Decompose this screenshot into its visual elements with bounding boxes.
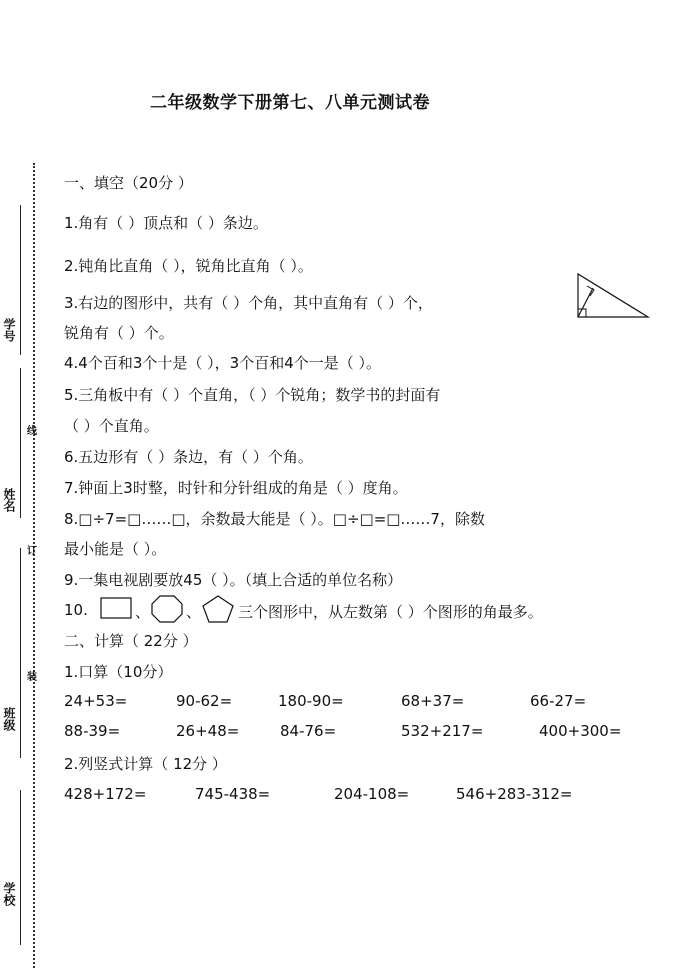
mental-calc-item: 84-76= — [280, 722, 337, 740]
question-10-separator-2: 、 — [186, 603, 202, 621]
mental-calc-item: 68+37= — [401, 692, 465, 710]
page-title: 二年级数学下册第七、八单元测试卷 — [150, 93, 430, 113]
mental-calc-item: 26+48= — [176, 722, 240, 740]
question-10-text: 三个图形中，从左数第（ ）个图形的角最多。 — [238, 603, 543, 621]
student-number-line — [20, 205, 21, 355]
mental-calc-item: 532+217= — [401, 722, 484, 740]
question-10-separator-1: 、 — [135, 603, 151, 621]
question-10-number: 10. — [64, 601, 88, 619]
name-label: 姓名 — [2, 488, 16, 512]
binding-char-order: 订 — [27, 546, 37, 557]
class-line — [20, 548, 21, 758]
mental-calc-item: 90-62= — [176, 692, 233, 710]
vertical-calc-item: 204-108= — [334, 785, 410, 803]
binding-char-bind: 装 — [27, 672, 37, 683]
square-shape — [100, 596, 134, 622]
name-line — [20, 368, 21, 518]
question-8-line-1: 8.□÷7=□……□，余数最大能是（ ）。□÷□=□……7，除数 — [64, 510, 485, 528]
mental-calc-item: 66-27= — [530, 692, 587, 710]
question-1: 1.角有（ ）顶点和（ ）条边。 — [64, 214, 268, 232]
question-5-line-2: （ ）个直角。 — [64, 417, 159, 435]
question-3-line-1: 3.右边的图形中，共有（ ）个角，其中直角有（ ）个， — [64, 294, 433, 312]
question-8-line-2: 最小能是（ ）。 — [64, 540, 167, 558]
question-3-line-2: 锐角有（ ）个。 — [64, 324, 174, 342]
vertical-calc-item: 745-438= — [195, 785, 271, 803]
octagon-shape — [150, 594, 184, 624]
mental-calc-item: 88-39= — [64, 722, 121, 740]
school-label: 学校 — [2, 882, 16, 906]
pentagon-shape — [201, 594, 235, 624]
vertical-calc-title: 2.列竖式计算（ 12分 ） — [64, 755, 227, 773]
question-7: 7.钟面上3时整，时针和分针组成的角是（ ）度角。 — [64, 479, 408, 497]
student-number-label: 学号 — [2, 318, 16, 342]
binding-char-line: 线 — [27, 426, 37, 437]
section-calculation-heading: 二、计算（ 22分 ） — [64, 632, 198, 650]
mental-calc-item: 24+53= — [64, 692, 128, 710]
class-label: 班级 — [2, 707, 16, 731]
section-fill-in-heading: 一、填空（20分 ） — [64, 174, 193, 192]
question-4: 4.4个百和3个十是（ ），3个百和4个一是（ ）。 — [64, 354, 382, 372]
vertical-calc-item: 546+283-312= — [456, 785, 573, 803]
vertical-calc-item: 428+172= — [64, 785, 147, 803]
mental-calc-title: 1.口算（10分） — [64, 663, 173, 681]
question-9: 9.一集电视剧要放45（ ）。（填上合适的单位名称） — [64, 571, 403, 589]
mental-calc-item: 180-90= — [278, 692, 344, 710]
school-line — [20, 790, 21, 945]
question-2: 2.钝角比直角（ ），锐角比直角（ ）。 — [64, 257, 313, 275]
binding-dotted-line — [33, 163, 35, 968]
question-6: 6.五边形有（ ）条边，有（ ）个角。 — [64, 448, 313, 466]
mental-calc-item: 400+300= — [539, 722, 622, 740]
question-5-line-1: 5.三角板中有（ ）个直角，（ ）个锐角；数学书的封面有 — [64, 386, 441, 404]
right-triangle-figure — [573, 272, 651, 320]
